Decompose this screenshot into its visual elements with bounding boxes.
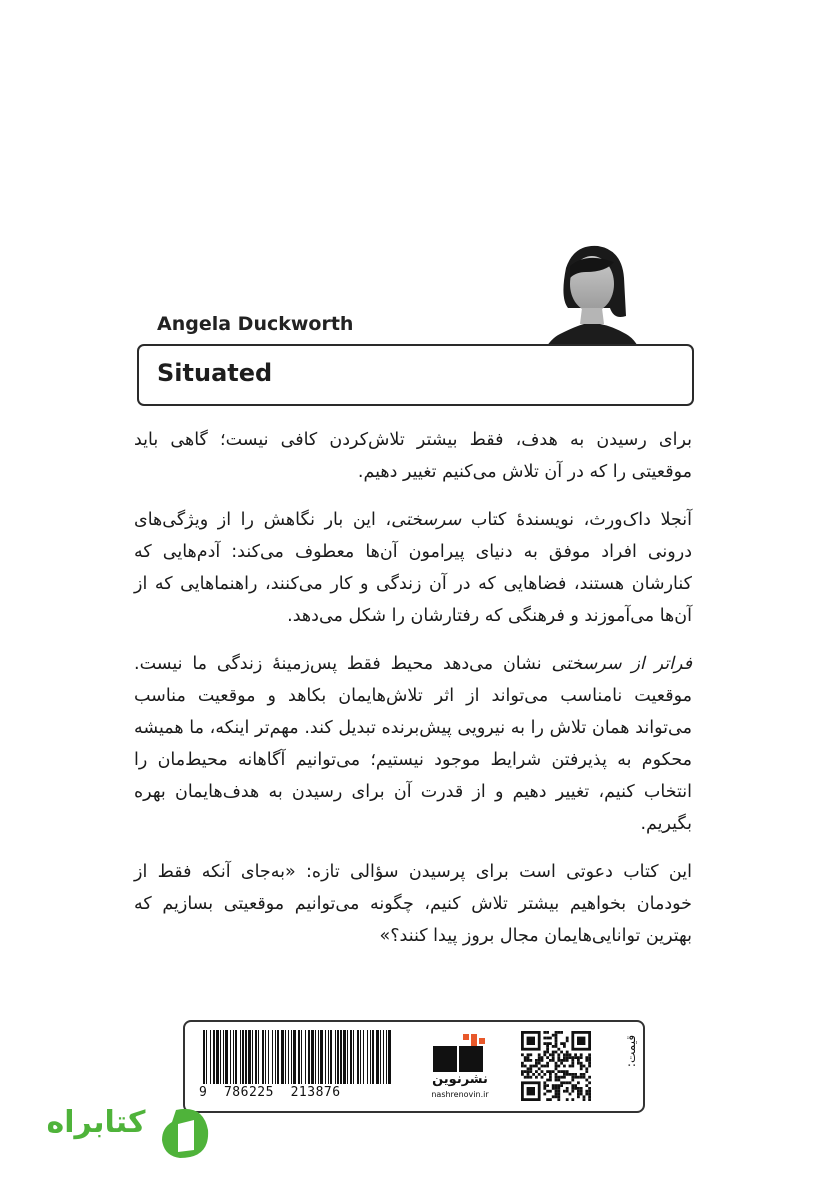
book-title-box — [137, 344, 694, 406]
ketabrah-wordmark: کتابراه — [46, 1105, 146, 1140]
publisher-name: نشرنوین — [432, 1072, 488, 1087]
book-reference-grit: سرسختی — [391, 510, 462, 530]
blurb-paragraph-1: برای رسیدن به هدف، فقط بیشتر تلاش‌کردن کافی نیست؛ گاهی باید موقعیتی را که در آن تلاش می‌کنیم تغییر دهیم. — [134, 430, 692, 482]
isbn-number: 9 786225 213876 — [199, 1085, 341, 1100]
blurb-p2-end: ، این بار نگاهش را از ویژگی‌های درونی افراد موفق به دنیای پیرامون آن‌ها معطوف می‌کند: آدم‌هایی که کنارشان هستند، فضاهایی که در آن زندگی و کار می‌کنند، راهنماهایی که از آن‌ها می‌آموزند و فرهنگی که رفتارشان را شکل می‌دهد. — [134, 510, 692, 626]
qr-code — [521, 1031, 591, 1101]
price-label: قیمت: — [624, 1034, 639, 1068]
blurb-paragraph-2 — [134, 504, 692, 632]
isbn-barcode — [201, 1030, 401, 1086]
blurb — [134, 424, 692, 968]
publisher-url: nashrenovin.ir — [431, 1090, 489, 1099]
blurb-paragraph-4: این کتاب دعوتی است برای پرسیدن سؤالی تازه: «به‌جای آنکه فقط از خودمان بخواهیم بیشتر تلاش کنیم، چگونه می‌توانیم موقعیتی بسازیم که بهترین توانایی‌هایمان مجال بروز پیدا کنند؟» — [134, 862, 692, 946]
author-name: Angela Duckworth — [157, 313, 354, 335]
book-title-persian: فراتر از سرسختی — [551, 654, 692, 674]
publisher-logo-icon — [429, 1032, 489, 1074]
blurb-p3-body: نشان می‌دهد محیط فقط پس‌زمینهٔ زندگی ما نیست. موقعیت نامناسب می‌تواند از اثر تلاش‌هایمان بکاهد و موقعیت مناسب می‌تواند همان تلاش را به نیرویی پیش‌برنده تبدیل کند. مهم‌تر اینکه، ما همیشه محکوم به پذیرفتن شرایط موجود نیستیم؛ می‌توانیم آگاهانه محیط‌مان را انتخاب کنیم، تغییر دهیم و از قدرت آن برای رسیدن به هدف‌هایمان بهره بگیریم. — [134, 654, 692, 834]
book-title: Situated — [157, 359, 273, 387]
blurb-p2-start: آنجلا داک‌ورث، نویسندهٔ کتاب — [461, 510, 693, 530]
blurb-paragraph-3 — [134, 648, 692, 840]
barcode-panel — [183, 1020, 645, 1113]
